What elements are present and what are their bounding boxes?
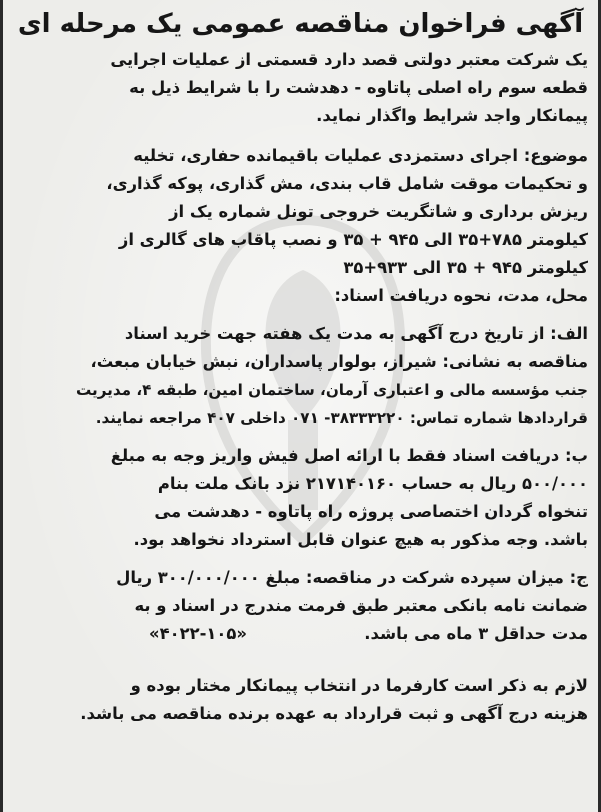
ad-line: قراردادها شماره تماس: ۳۸۳۳۳۲۲۰- ۰۷۱ داخلی ۴۰۷ مراجعه نمایند. bbox=[95, 409, 588, 427]
ad-line: مدت حداقل ۳ ماه می باشد. bbox=[364, 624, 588, 643]
ad-line: قطعه سوم راه اصلی پاتاوه - دهدشت را با شرایط ذیل به bbox=[129, 78, 588, 97]
ad-line: هزینه درج آگهی و ثبت قرارداد به عهده برنده مناقصه می باشد. bbox=[80, 704, 588, 723]
ad-line: ج: میزان سپرده شرکت در مناقصه: مبلغ ۳۰۰/۰۰۰/۰۰۰ ریال bbox=[116, 568, 588, 587]
ad-line: لازم به ذکر است کارفرما در انتخاب پیمانکار مختار بوده و bbox=[130, 676, 588, 695]
ad-line: یک شرکت معتبر دولتی قصد دارد قسمتی از عملیات اجرایی bbox=[110, 50, 588, 69]
ad-line: و تحکیمات موقت شامل قاب بندی، مش گذاری، پوکه گذاری، bbox=[106, 174, 588, 193]
ad-line: کیلومتر ۷۸۵+۳۵ الی ۹۴۵ + ۳۵ و نصب پاقاب های گالری از bbox=[118, 230, 588, 249]
ad-line: مناقصه به نشانی: شیراز، بولوار پاسداران، نبش خیابان مبعث، bbox=[90, 352, 588, 371]
ad-line: موضوع: اجرای دستمزدی عملیات باقیمانده حفاری، تخلیه bbox=[133, 146, 588, 165]
ad-line: ضمانت نامه بانکی معتبر طبق فرمت مندرج در اسناد و به bbox=[134, 596, 588, 615]
ad-line: ۵۰۰/۰۰۰ ریال به حساب ۲۱۷۱۴۰۱۶۰ نزد بانک ملت بنام bbox=[157, 474, 588, 493]
ad-line: ب: دریافت اسناد فقط با ارائه اصل فیش واریز وجه به مبلغ bbox=[110, 446, 588, 465]
ad-line: باشد. وجه مذکور به هیچ عنوان قابل استرداد نخواهد بود. bbox=[133, 530, 588, 549]
ad-reference-code: «۴۰۲۲-۱۰۵» bbox=[148, 624, 248, 643]
ad-line: الف: از تاریخ درج آگهی به مدت یک هفته جهت خرید اسناد bbox=[124, 324, 588, 343]
ad-line: ریزش برداری و شاتگریت خروجی تونل شماره یک از bbox=[169, 202, 588, 221]
ad-line: کیلومتر ۹۴۵ + ۳۵ الی ۹۳۳+۳۵ bbox=[343, 258, 588, 277]
ad-line: تنخواه گردان اختصاصی پروژه راه پاتاوه - دهدشت می bbox=[154, 502, 588, 521]
ad-line: محل، مدت، نحوه دریافت اسناد: bbox=[334, 286, 588, 305]
ad-title: آگهی فراخوان مناقصه عمومی یک مرحله ای bbox=[17, 9, 584, 39]
ad-line: پیمانکار واجد شرایط واگذار نماید. bbox=[316, 106, 588, 125]
ad-line: جنب مؤسسه مالی و اعتباری آرمان، ساختمان امین، طبقه ۴، مدیریت bbox=[75, 381, 588, 399]
